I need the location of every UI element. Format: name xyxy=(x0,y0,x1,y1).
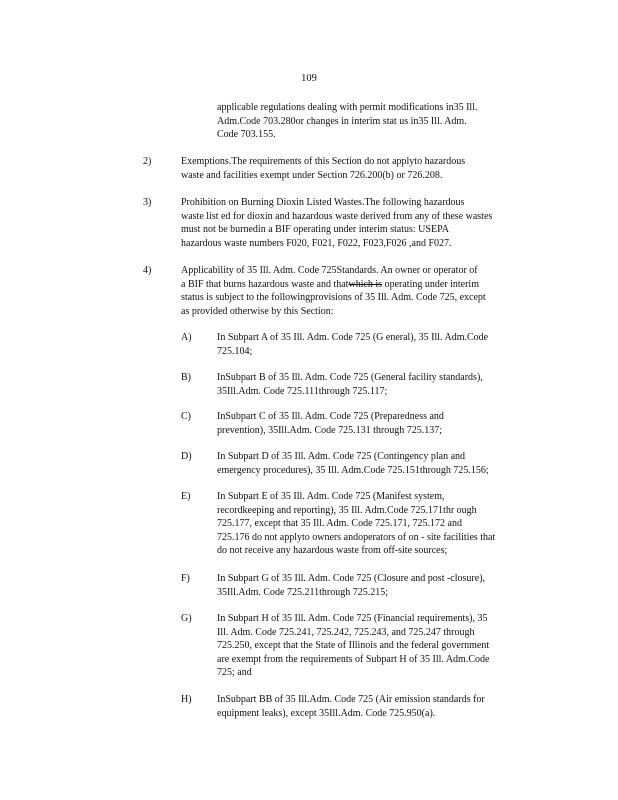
text-line: 725.177, except that 35 Ill. Adm. Code 725.171, 725.172 and xyxy=(217,518,462,530)
text-line: recordkeeping and reporting), 35 Ill. Adm.Code 725.171thr ough xyxy=(217,504,477,516)
text-line: Code 703.155. xyxy=(217,129,276,141)
text-line: InSubpart BB of 35 Ill.Adm. Code 725 (Air emission standards for xyxy=(217,694,485,705)
subitem-letter: F) xyxy=(181,573,190,584)
text-segment: a BIF that burns hazardous waste and that xyxy=(181,278,349,290)
text-line: In Subpart H of 35 Ill. Adm. Code 725 (Financial requirements), 35 xyxy=(217,613,488,624)
text-line: are exempt from the requirements of Subpart H of 35 Ill. Adm.Code xyxy=(217,653,490,665)
text-line: equipment leaks), except 35Ill.Adm. Code 725.950(a). xyxy=(217,707,436,719)
text-line: 725.104; xyxy=(217,345,253,357)
subitem-letter: H) xyxy=(181,694,192,705)
text-line: Prohibition on Burning Dioxin Listed Wastes.The following hazardous xyxy=(181,197,465,208)
text-line: InSubpart C of 35 Ill. Adm. Code 725 (Preparedness and xyxy=(217,411,444,422)
subitem-letter: G) xyxy=(181,613,192,624)
item-4-paragraph xyxy=(181,264,540,318)
text-line: applicable regulations dealing with permit modifications in35 Ill. xyxy=(217,102,478,113)
text-line: 725.250, except that the State of Illinois and the federal government xyxy=(217,640,490,652)
text-line: In Subpart D of 35 Ill. Adm. Code 725 (Contingency plan and xyxy=(217,451,466,462)
item-number: 4) xyxy=(143,265,152,276)
text-line: In Subpart A of 35 Ill. Adm. Code 725 (G eneral), 35 Ill. Adm.Code xyxy=(217,332,489,343)
item-number: 3) xyxy=(143,197,152,208)
item-2-paragraph xyxy=(181,155,513,182)
text-segment: operating under interim xyxy=(382,278,479,290)
text-line: as provided otherwise by this Section: xyxy=(181,305,334,317)
page-number: 109 xyxy=(301,73,317,84)
text-line: waste and facilities exempt under Section 726.200(b) or 726.208. xyxy=(181,169,443,181)
subitem-g-paragraph xyxy=(217,612,539,680)
text-line: must not be burnedin a BIF operating under interim status: USEPA xyxy=(181,224,449,236)
subitem-h-paragraph xyxy=(217,693,537,720)
intro-paragraph xyxy=(217,101,530,142)
text-line: In Subpart G of 35 Ill. Adm. Code 725 (Closure and post -closure), xyxy=(217,573,486,584)
struck-text: which is xyxy=(348,278,383,290)
text-line: Ill. Adm. Code 725.241, 725.242, 725.243, and 725.247 through xyxy=(217,626,475,638)
item-number: 2) xyxy=(143,156,152,167)
subitem-letter: C) xyxy=(181,411,191,422)
text-line: Adm.Code 703.280or changes in interim stat us in35 Ill. Adm. xyxy=(217,115,467,127)
text-line: In Subpart E of 35 Ill. Adm. Code 725 (Manifest system, xyxy=(217,491,445,502)
text-line: 725; and xyxy=(217,667,252,679)
subitem-e-paragraph xyxy=(217,490,544,558)
subitem-d-paragraph xyxy=(217,450,542,477)
subitem-a-paragraph xyxy=(217,331,533,358)
subitem-letter: E) xyxy=(181,491,191,502)
subitem-b-paragraph xyxy=(217,371,533,398)
text-line: InSubpart B of 35 Ill. Adm. Code 725 (General facility standards), xyxy=(217,372,483,383)
item-3-paragraph xyxy=(181,196,543,250)
text-line: status is subject to the followingprovisions of 35 Ill. Adm. Code 725, except xyxy=(181,292,486,304)
subitem-letter: B) xyxy=(181,372,191,383)
text-line: 35Ill.Adm. Code 725.111through 725.117; xyxy=(217,385,388,397)
subitem-letter: A) xyxy=(181,332,192,343)
text-line: Applicability of 35 Ill. Adm. Code 725Standards. An owner or operator of xyxy=(181,265,478,276)
text-line: 725.176 do not applyto owners andoperators of on - site facilities that xyxy=(217,531,496,543)
text-line: Exemptions.The requirements of this Section do not applyto hazardous xyxy=(181,156,466,167)
subitem-letter: D) xyxy=(181,451,192,462)
text-line: waste list ed for dioxin and hazardous waste derived from any of these wastes xyxy=(181,210,493,222)
text-line: prevention), 35Ill.Adm. Code 725.131 through 725.137; xyxy=(217,424,442,436)
text-line: 35Ill.Adm. Code 725.211through 725.215; xyxy=(217,586,389,598)
text-line: hazardous waste numbers F020, F021, F022, F023,F026 ,and F027. xyxy=(181,237,452,249)
subitem-c-paragraph xyxy=(217,410,533,437)
text-line: emergency procedures), 35 Ill. Adm.Code 725.151through 725.156; xyxy=(217,464,489,476)
subitem-f-paragraph xyxy=(217,572,533,599)
text-line xyxy=(181,278,540,292)
text-line: do not receive any hazardous waste from off-site sources; xyxy=(217,545,448,557)
